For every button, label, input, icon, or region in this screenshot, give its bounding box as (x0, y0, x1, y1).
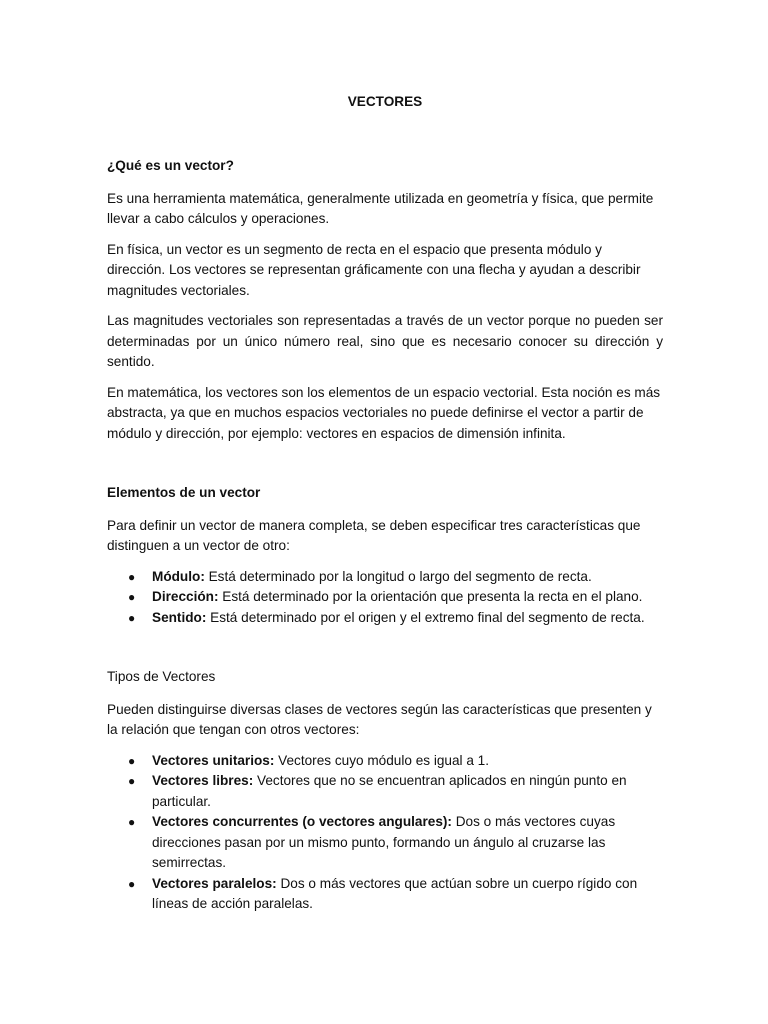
paragraph: Para definir un vector de manera completa, se deben especificar tres características que distinguen a un vector de otro: (107, 517, 641, 553)
section-spacer (107, 638, 663, 667)
tipos-list (107, 751, 663, 915)
list-item-text: Dos o más vectores que actúan sobre un cuerpo rígido con líneas de acción paralelas. (152, 875, 638, 911)
section-heading-elementos: Elementos de un vector (107, 485, 261, 500)
bullet-icon: ● (128, 815, 136, 829)
paragraph: Pueden distinguirse diversas clases de vectores según las características que presenten y la relación que tengan con otros vectores: (107, 701, 652, 737)
list-item-text: Dos o más vectores cuyas direcciones pasan por un mismo punto, formando un ángulo al cruzarse las semirrectas. (152, 814, 616, 870)
paragraph: Las magnitudes vectoriales son representadas a través de un vector porque no pueden ser determinadas por un único número real, sino que es necesario conocer su dirección y sentido. (107, 313, 663, 369)
list-item (107, 874, 663, 915)
list-item-term: Dirección: (152, 589, 219, 604)
bullet-icon: ● (128, 774, 136, 788)
list-item-text: Vectores que no se encuentran aplicados en ningún punto en particular. (152, 773, 627, 809)
section-heading-tipos: Tipos de Vectores (107, 669, 216, 684)
paragraph: En física, un vector es un segmento de recta en el espacio que presenta módulo y dirección. Los vectores se representan gráficamente con una flecha y ayudan a describir magnitudes vectoriales. (107, 241, 641, 298)
bullet-icon: ● (128, 590, 136, 604)
list-item-text: Está determinado por el origen y el extremo final del segmento de recta. (206, 609, 645, 625)
list-item (107, 608, 663, 629)
list-item (107, 567, 663, 588)
list-item-term: Sentido: (152, 609, 207, 625)
document-content (107, 92, 663, 925)
list-item-term: Vectores paralelos: (152, 875, 277, 891)
list-item (107, 812, 663, 874)
bullet-icon: ● (128, 569, 136, 584)
list-item (107, 587, 663, 608)
bullet-icon: ● (128, 610, 136, 625)
paragraph: En matemática, los vectores son los elementos de un espacio vectorial. Esta noción es más abstracta, ya que en muchos espacios vectoriales no puede definirse el vector a partir de módulo y dirección, por ejemplo: vectores en espacios de dimensión infinita. (107, 384, 661, 441)
list-item-term: Vectores libres: (152, 773, 254, 788)
list-item-text: Está determinado por la orientación que presenta la recta en el plano. (218, 589, 643, 604)
document-title: VECTORES (347, 94, 423, 109)
list-item-term: Módulo: (152, 568, 205, 584)
list-item (107, 771, 663, 812)
section-heading-que-es: ¿Qué es un vector? (107, 158, 234, 173)
section-spacer (107, 454, 663, 483)
list-item-text: Está determinado por la longitud o largo del segmento de recta. (204, 568, 592, 584)
elementos-list (107, 567, 663, 629)
list-item (107, 751, 663, 772)
list-item-term: Vectores concurrentes (o vectores angulares): (152, 814, 452, 829)
paragraph: Es una herramienta matemática, generalmente utilizada en geometría y física, que permite llevar a cabo cálculos y operaciones. (107, 190, 654, 226)
bullet-icon: ● (128, 753, 136, 768)
bullet-icon: ● (128, 876, 136, 891)
list-item-term: Vectores unitarios: (152, 752, 275, 768)
list-item-text: Vectores cuyo módulo es igual a 1. (274, 752, 489, 768)
